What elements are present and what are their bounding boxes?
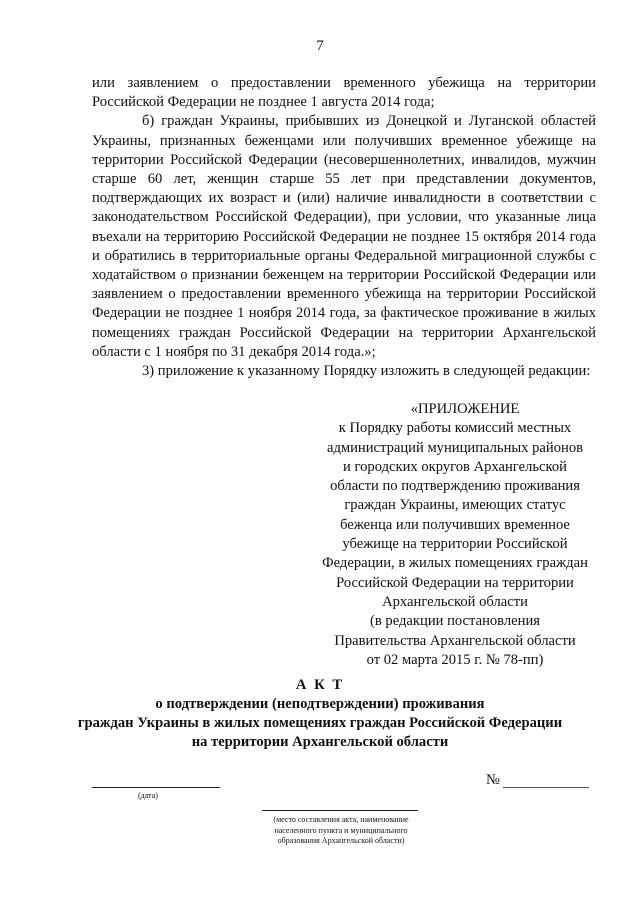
number-sign: № — [486, 772, 500, 788]
paragraph-item-b: б) граждан Украины, прибывших из Донецкой и Луганской областей Украины, признанных беженцами или получивших временное убежище на территории Российской Федерации (несовершеннолетних, инвалидов, мужчин старше 60 лет, женщин старше 55 лет при представлении документов, подтверждающих их возраст и (или) наличие инвалидности в соответствии с законодательством Российской Федерации), при условии, что указанные лица въехали на территорию Российской Федерации не позднее 15 октября 2014 года и обратились в территориальные органы Федеральной миграционной службы с ходатайством о признании беженцем на территории Российской Федерации или заявлением о предоставлении временного убежища на территории Российской Федерации не позднее 1 ноября 2014 года, за фактическое проживание в жилых помещениях граждан Российской Федерации на территории Архангельской области с 1 ноября по 31 декабря 2014 года.»; — [92, 113, 596, 360]
appendix-block — [300, 400, 610, 670]
act-subtitle-line: о подтверждении (неподтверждении) проживания — [155, 696, 485, 712]
appendix-heading: «ПРИЛОЖЕНИЕ — [410, 401, 520, 417]
appendix-line: к Порядку работы комиссий местных — [338, 420, 572, 437]
act-subtitle-line: на территории Архангельской области — [191, 734, 449, 750]
appendix-line: беженца или получивших временное — [340, 516, 570, 533]
appendix-line: от 02 марта 2015 г. № 78-пп) — [366, 651, 544, 668]
appendix-line: и городских округов Архангельской — [343, 458, 567, 475]
appendix-line: Правительства Архангельской области — [334, 632, 576, 649]
paragraph-continuation: или заявлением о предоставлении временного убежища на территории Российской Федерации не позднее 1 августа 2014 года; — [92, 75, 596, 111]
appendix-line: области по подтверждению проживания — [330, 478, 580, 495]
number-field-line — [503, 787, 589, 788]
act-title: А К Т — [295, 677, 345, 693]
appendix-line: (в редакции постановления — [370, 613, 540, 630]
appendix-line: Архангельской области — [382, 593, 528, 610]
place-caption-line: образования Архангельской области) — [277, 836, 405, 845]
appendix-line: Российской Федерации на территории — [336, 574, 574, 591]
appendix-line: Федерации, в жилых помещениях граждан — [322, 555, 588, 572]
place-caption-line: (место составления акта, наименование — [273, 815, 409, 824]
body-text — [92, 74, 596, 381]
place-caption-line: населенного пункта и муниципального — [274, 825, 408, 835]
appendix-line: убежище на территории Российской — [342, 536, 568, 553]
paragraph-item-3: 3) приложение к указанному Порядку изложить в следующей редакции: — [142, 363, 591, 380]
act-subtitle-line: граждан Украины в жилых помещениях граждан Российской Федерации — [77, 715, 563, 731]
date-field-line — [92, 787, 220, 788]
place-field-line — [262, 810, 418, 811]
appendix-line: граждан Украины, имеющих статус — [344, 497, 566, 514]
page-number: 7 — [316, 38, 324, 54]
appendix-line: администраций муниципальных районов — [326, 439, 584, 456]
place-caption — [246, 815, 436, 847]
date-caption: (дата) — [138, 791, 158, 800]
act-heading — [0, 676, 640, 752]
